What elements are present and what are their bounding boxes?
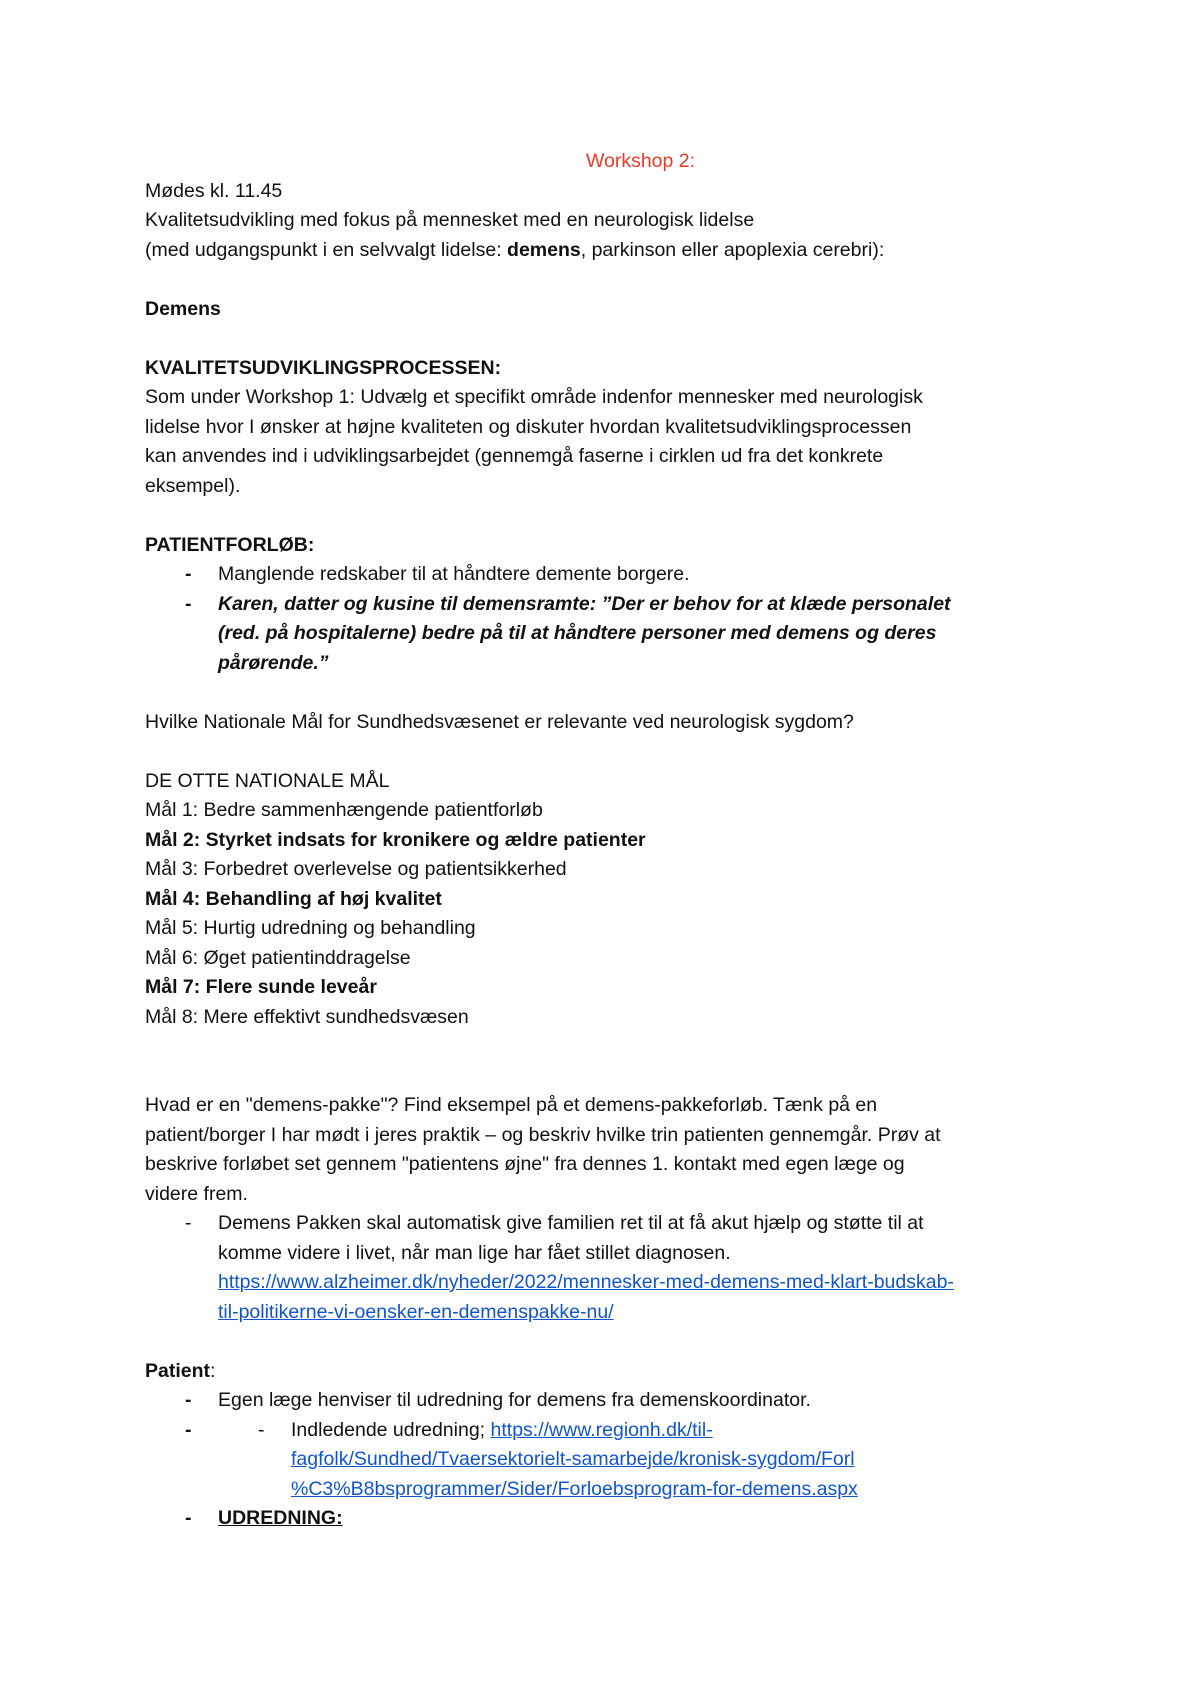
regionh-link-cont[interactable]: %C3%B8bsprogrammer/Sider/Forloebsprogram-for-demens.aspx (291, 1477, 858, 1500)
goal-item: Mål 8: Mere effektivt sundhedsvæsen (145, 1005, 469, 1028)
kvalitet-line: eksempel). (145, 474, 241, 497)
intro-topic: Kvalitetsudvikling med fokus på mennesket med en neurologisk lidelse (145, 209, 755, 231)
sub-list-container (145, 1416, 1100, 1505)
kvalitet-line: Som under Workshop 1: Udvælg et specifikt område indenfor mennesker med neurologisk (145, 386, 923, 408)
alzheimer-link-cont[interactable]: til-politikerne-vi-oensker-en-demenspakke-nu/ (218, 1300, 614, 1323)
list-item: - Manglende redskaber til at håndtere demente borgere. (145, 560, 1100, 590)
patient-list (145, 1386, 1100, 1534)
list-item (145, 1504, 1100, 1534)
pakke-line: beskrive forløbet set gennem "patientens øjne" fra dennes 1. kontakt med egen læge og (145, 1153, 905, 1175)
alzheimer-link[interactable]: https://www.alzheimer.dk/nyheder/2022/mennesker-med-demens-med-klart-budskab- (218, 1271, 954, 1293)
heading-kvalitet: KVALITETSUDVIKLINGSPROCESSEN: (145, 356, 502, 379)
pakke-list (145, 1209, 1100, 1327)
regionh-link-cont[interactable]: fagfolk/Sundhed/Tvaersektorielt-samarbejde/kronisk-sygdom/Forl (291, 1448, 855, 1470)
kvalitet-line: kan anvendes ind i udviklingsarbejdet (gennemgå faserne i cirklen ud fra det konkrete (145, 445, 884, 467)
list-item-quote: - Karen, datter og kusine til demensramte: ”Der er behov for at klæde personalet (red. på hospitalerne) bedre på til at håndtere personer med demens og deres pårørende.” (145, 590, 1100, 679)
heading-goals: DE OTTE NATIONALE MÅL (145, 769, 390, 792)
pakke-line: videre frem. (145, 1182, 248, 1205)
intro-scope: (med udgangspunkt i en selvvalgt lidelse: demens, parkinson eller apoplexia cerebri): (145, 238, 885, 261)
patient-sub-list (218, 1416, 1100, 1505)
pakke-line: Hvad er en "demens-pakke"? Find eksempel på et demens-pakkeforløb. Tænk på en (145, 1094, 878, 1116)
goal-item: Mål 3: Forbedret overlevelse og patientsikkerhed (145, 858, 567, 880)
goal-item: Mål 6: Øget patientinddragelse (145, 946, 411, 969)
heading-demens: Demens (145, 297, 221, 320)
goal-item: Mål 5: Hurtig udredning og behandling (145, 917, 476, 939)
document-title: Workshop 2: (585, 150, 696, 172)
goal-item: Mål 7: Flere sunde leveår (145, 976, 377, 998)
pakke-line: patient/borger I har mødt i jeres praktik – og beskriv hvilke trin patienten gennemgår. Prøv at (145, 1123, 941, 1146)
patientforlob-list (145, 560, 1100, 678)
udredning-heading: UDREDNING: (218, 1507, 343, 1529)
list-item: - - Indledende udredning; https://www.regionh.dk/til- fagfolk/Sundhed/Tvaersektorielt-samarbejde/kronisk-sygdom/Forl %C3%B8bsprogrammer/Sider/Forloebsprogram-for-demens.aspx (218, 1416, 1100, 1505)
heading-patientforlob: PATIENTFORLØB: (145, 533, 315, 556)
list-item: - Demens Pakken skal automatisk give familien ret til at få akut hjælp og støtte til at komme videre i livet, når man lige har fået stillet diagnosen. https://www.alzheimer.dk/nyheder/2022/mennesker-med-demens-med-klart-budskab- til-politikerne-vi-oensker-en-demenspakke-nu/ (145, 1209, 1100, 1327)
list-item: - Egen læge henviser til udredning for demens fra demenskoordinator. (145, 1386, 1100, 1416)
goal-item: Mål 1: Bedre sammenhængende patientforløb (145, 799, 543, 821)
selected-disease: demens (507, 238, 581, 261)
kvalitet-line: lidelse hvor I ønsker at højne kvaliteten og diskuter hvordan kvalitetsudviklingsprocessen (145, 415, 912, 438)
question-goals: Hvilke Nationale Mål for Sundhedsvæsenet er relevante ved neurologisk sygdom? (145, 710, 854, 733)
goal-item: Mål 2: Styrket indsats for kronikere og ældre patienter (145, 828, 646, 851)
goal-item: Mål 4: Behandling af høj kvalitet (145, 887, 442, 910)
meeting-time: Mødes kl. 11.45 (145, 179, 283, 202)
regionh-link[interactable]: https://www.regionh.dk/til- (490, 1418, 713, 1441)
heading-patient: Patient: (145, 1359, 216, 1382)
